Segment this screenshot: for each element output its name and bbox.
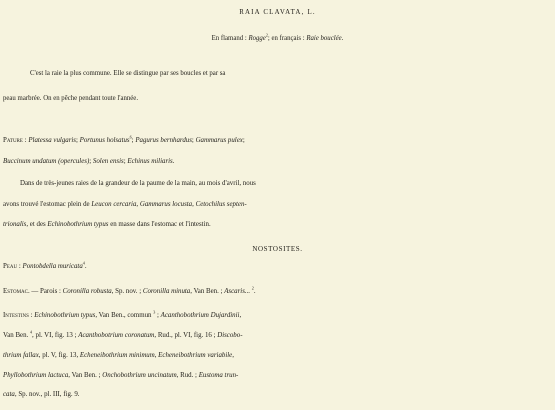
species: Cetochilus septen- bbox=[195, 201, 247, 208]
footnote-ref: 4 bbox=[82, 260, 85, 266]
flemish-name: Rogge bbox=[248, 35, 266, 42]
separator: . bbox=[253, 288, 256, 295]
pature-line-2 bbox=[3, 158, 555, 165]
species: Solen ensis bbox=[92, 158, 124, 165]
text: . — Parois : bbox=[27, 288, 63, 295]
pature-label: Pature bbox=[3, 137, 23, 144]
intestins-line-4 bbox=[3, 372, 555, 379]
species: thrium fallax bbox=[3, 352, 39, 359]
separator: ; bbox=[242, 137, 245, 144]
species: Echeneibothrium variabile bbox=[158, 352, 233, 359]
intestins-line-1 bbox=[3, 309, 555, 319]
text: , Sp. nov. ; bbox=[111, 288, 143, 295]
separator: ; bbox=[191, 137, 196, 144]
subtitle-french-prefix: ; en français : bbox=[267, 35, 307, 42]
section-title: RAIA CLAVATA, L. bbox=[239, 9, 316, 16]
separator: : bbox=[17, 263, 23, 270]
species: Gammarus locusta bbox=[139, 201, 193, 208]
para-line-2 bbox=[3, 201, 555, 208]
text: , Sp. nov., pl. III, fig. 9. bbox=[14, 391, 80, 398]
text: Van Ben. bbox=[3, 332, 30, 339]
footnote-ref: 4 bbox=[29, 329, 33, 335]
french-name: Raie bouclée bbox=[306, 35, 342, 42]
species: Discobo- bbox=[217, 332, 243, 339]
subtitle-end: . bbox=[341, 35, 344, 42]
species: Echinobothrium typus bbox=[47, 221, 109, 228]
species: Coronilla robusta bbox=[62, 288, 112, 295]
species: Ascaris... bbox=[224, 288, 251, 295]
para-line-1: Dans de très-jeunes raies de la grandeur de la paume de la main, au mois d'avril, nous bbox=[20, 180, 256, 187]
separator: , bbox=[136, 201, 140, 208]
species: trionalis bbox=[3, 221, 27, 228]
species: Eustoma trun- bbox=[198, 372, 239, 379]
separator: , bbox=[192, 201, 196, 208]
footnote-ref: 2 bbox=[265, 32, 268, 38]
pature-line-1 bbox=[3, 134, 555, 144]
species: Onchobothrium uncinatum bbox=[102, 372, 177, 379]
species: cata bbox=[3, 391, 15, 398]
species: Platessa vulgaris bbox=[28, 137, 76, 144]
text: , Van Ben. ; bbox=[68, 372, 103, 379]
species: Buccinum undatum (opercules) bbox=[3, 158, 90, 165]
intestins-line-5 bbox=[3, 391, 555, 398]
species: Echinobothrium typus bbox=[34, 312, 96, 319]
pature-sep: : bbox=[22, 137, 29, 144]
estomac-label: Estomac bbox=[3, 288, 28, 295]
species: Echeneibothrium minimum bbox=[79, 352, 155, 359]
text: , Rud. ; bbox=[176, 372, 199, 379]
separator: ; bbox=[123, 158, 128, 165]
footnote-ref: 6 bbox=[129, 134, 132, 140]
nostosites-heading: NOSTOSITES. bbox=[252, 245, 303, 253]
separator: . bbox=[84, 263, 87, 270]
text: , Van Ben. ; bbox=[190, 288, 225, 295]
species: Echinus miliaris bbox=[127, 158, 173, 165]
intestins-line-2 bbox=[3, 329, 555, 339]
estomac-line bbox=[3, 285, 555, 295]
intestins-line-3 bbox=[3, 352, 555, 359]
footnote-ref: 2 bbox=[251, 285, 254, 291]
separator: , bbox=[239, 312, 242, 319]
text: , Van Ben., commun bbox=[95, 312, 154, 319]
text: avons trouvé l'estomac plein de bbox=[3, 201, 92, 208]
separator: , bbox=[154, 352, 159, 359]
species: Portunus holsatus bbox=[79, 137, 130, 144]
common-names-line bbox=[0, 32, 555, 42]
separator: ; bbox=[76, 137, 80, 144]
text: en masse dans l'estomac et l'intestin. bbox=[108, 221, 211, 228]
text: , et des bbox=[26, 221, 48, 228]
separator: . bbox=[172, 158, 175, 165]
intro-line-2: peau marbrée. On en pêche pendant toute l'année. bbox=[3, 95, 139, 102]
peau-line bbox=[3, 260, 555, 270]
species: Leucon cercaria bbox=[91, 201, 137, 208]
separator: ; bbox=[89, 158, 93, 165]
intestins-label: Intestins bbox=[3, 312, 29, 319]
para-line-3 bbox=[3, 221, 555, 228]
separator: ; bbox=[155, 312, 161, 319]
text: , Rud., pl. VI, fig. 16 ; bbox=[154, 332, 218, 339]
separator: ; bbox=[131, 137, 136, 144]
species: Acanthobothrium Dujardinii bbox=[160, 312, 240, 319]
footnote-ref: 3 bbox=[153, 309, 156, 315]
species: Phyllobothrium lactuca bbox=[3, 372, 69, 379]
intro-line-1: C'est la raie la plus commune. Elle se distingue par ses boucles et par sa bbox=[30, 70, 226, 77]
text: , pl. V, fig. 13, bbox=[38, 352, 80, 359]
species: Acanthobotrium coronatum bbox=[78, 332, 155, 339]
subtitle-flemish-prefix: En flamand : bbox=[211, 35, 249, 42]
peau-label: Peau bbox=[3, 263, 18, 270]
separator: , bbox=[232, 352, 234, 359]
text: , pl. VI, fig. 13 ; bbox=[32, 332, 79, 339]
separator: : bbox=[28, 312, 35, 319]
species: Pagurus bernhardus bbox=[135, 137, 192, 144]
species: Coronilla minuta bbox=[142, 288, 191, 295]
species: Gammarus pulex bbox=[195, 137, 243, 144]
species: Pontobdella muricata bbox=[22, 263, 83, 270]
